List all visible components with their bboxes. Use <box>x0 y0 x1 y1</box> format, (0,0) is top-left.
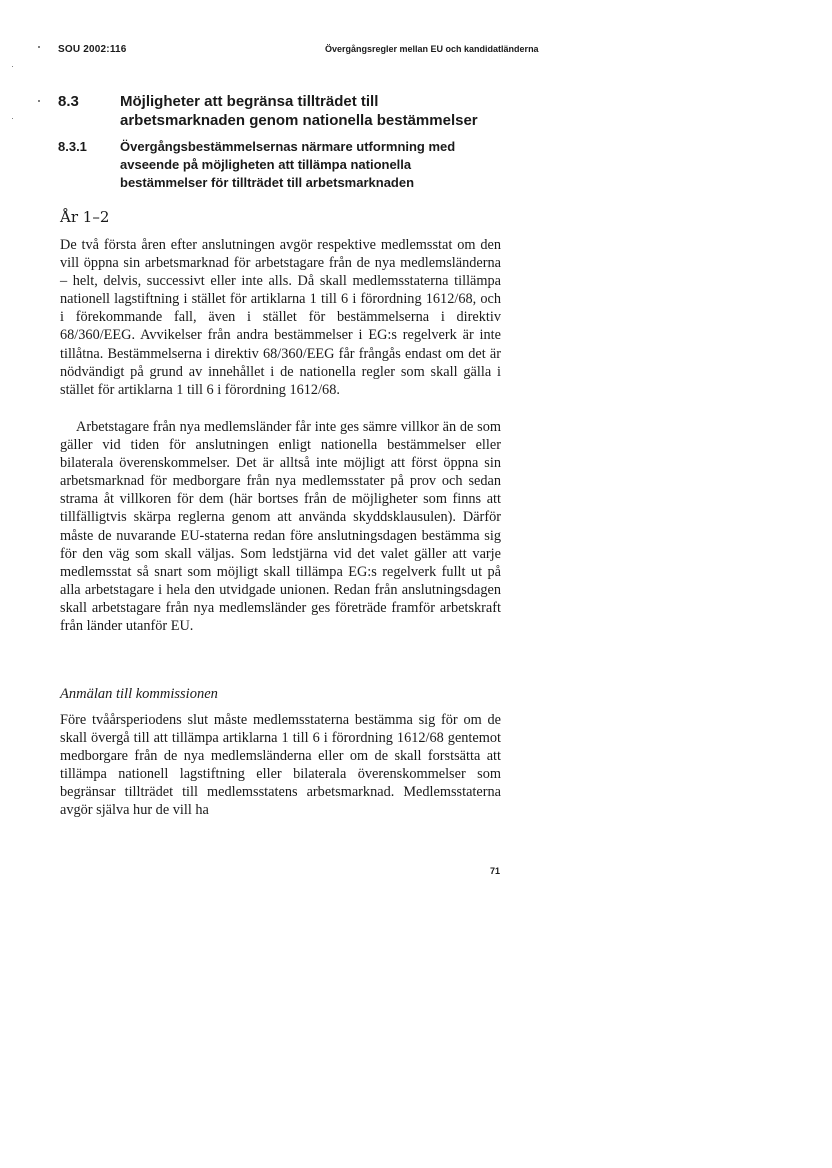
subsection-title-line-3: bestämmelser för tillträdet till arbetsmarknaden <box>120 175 415 190</box>
scan-speck <box>12 118 13 119</box>
running-header-report-number: SOU 2002:116 <box>58 44 127 55</box>
italic-subheading: Anmälan till kommissionen <box>60 686 218 702</box>
subsection-title-line-1: Övergångsbestämmelsernas närmare utformning med <box>120 139 456 154</box>
subsubsection-heading: År 1–2 <box>60 208 110 226</box>
running-header-chapter-title: Övergångsregler mellan EU och kandidatländerna <box>325 44 539 54</box>
scan-speck <box>38 46 40 48</box>
page-number: 71 <box>490 866 501 876</box>
subsection-number: 8.3.1 <box>58 139 87 154</box>
section-title <box>120 92 478 130</box>
subsection-title-line-2: avseende på möjligheten att tillämpa nationella <box>120 157 412 172</box>
section-title-line-2: arbetsmarknaden genom nationella bestämmelser <box>120 112 478 129</box>
body-paragraph-2: Arbetstagare från nya medlemsländer får inte ges sämre villkor än de som gäller vid tiden för anslutningen enligt nationella bestämmelser eller bilaterala överenskommelser. Det är alltså inte möjligt att först öppna sin arbetsmarknad för medborgare från nya medlemsstater på prov och sedan strama åt villkoren för dem (här bortses från de möjligheter som finns att tillfälligtvis skärpa reglerna genom att använda skyddsklausulen). Därför måste de nuvarande EU-staterna redan före anslutningsdagen bestämma sig för den väg som skall väljas. Som ledstjärna vid det valet gäller att varje medlemsstat så snart som möjligt skall tillämpa EG:s regelverk fullt ut på alla arbetstagare i hela den utvidgade unionen. Redan från anslutningsdagen skall arbetstagare från nya medlemsländer ges företräde framför arbetskraft från länder utanför EU. <box>60 419 501 635</box>
scan-speck <box>38 100 40 102</box>
body-paragraph-3: Före tvåårsperiodens slut måste medlemsstaterna bestämma sig för om de skall övergå till att tillämpa artiklarna 1 till 6 i förordning 1612/68 gentemot medborgare från de nya medlemsländerna eller om de skall forstsätta att tillämpa nationell lagstiftning eller bilaterala överenskommelser som begränsar tillträdet till medlemsstatens arbetsmarknad. Medlemsstaterna avgör själva hur de vill ha <box>60 712 501 819</box>
scan-speck <box>12 66 13 67</box>
section-title-line-1: Möjligheter att begränsa tillträdet till <box>120 93 379 110</box>
section-number: 8.3 <box>58 93 79 110</box>
body-paragraph-1: De två första åren efter anslutningen avgör respektive medlemsstat om den vill öppna sin arbetsmarknad för arbetstagare från de nya medlemsländerna – helt, delvis, successivt eller inte alls. Då skall medlemsstaterna tillämpa nationell lagstiftning i stället för artiklarna 1 till 6 i förordning 1612/68, och i förekommande fall, även i stället för bestämmelserna i direktiv 68/360/EEG. Avvikelser från andra bestämmelser i EG:s regelverk är inte tillåtna. Bestämmelserna i direktiv 68/360/EEG får frångås endast om det är nödvändigt på grund av innehållet i de nationella regler som skall gälla i stället för artiklarna 1 till 6 i förordning 1612/68. <box>60 237 501 398</box>
subsection-title <box>120 138 455 192</box>
